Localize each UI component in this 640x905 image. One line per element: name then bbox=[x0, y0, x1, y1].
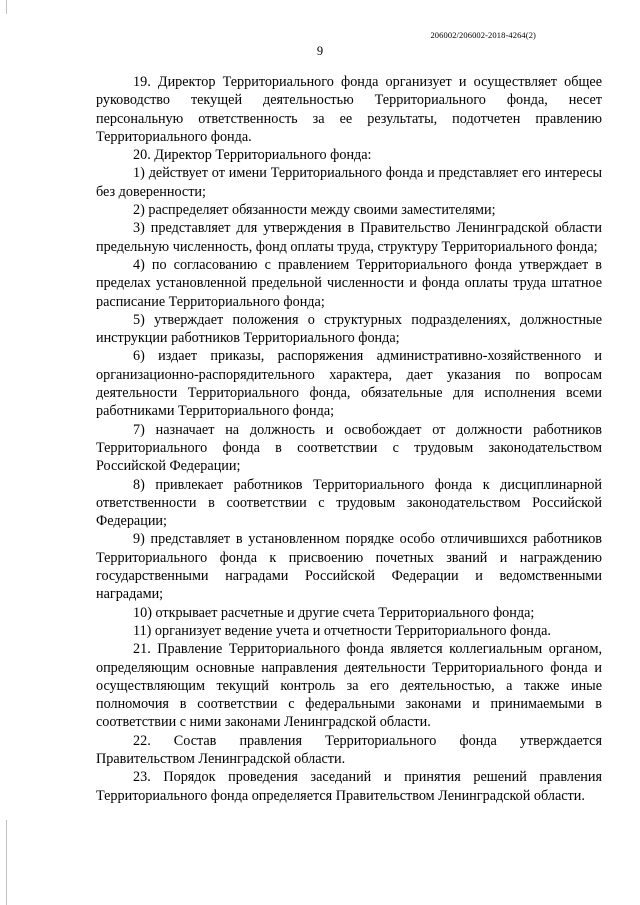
scan-edge-mark bbox=[6, 0, 7, 14]
list-item-1: 1) действует от имени Территориального фонда и представляет его интересы без доверенности; bbox=[96, 165, 602, 200]
list-item-2: 2) распределяет обязанности между своими заместителями; bbox=[133, 202, 496, 219]
paragraph-23: 23. Порядок проведения заседаний и принятия решений правления Территориального фонда определяется Правительством Ленинградской области. bbox=[96, 769, 602, 804]
paragraph-20: 20. Директор Территориального фонда: bbox=[133, 147, 372, 164]
list-item-7: 7) назначает на должность и освобождает от должности работников Территориального фонда в соответствии с трудовым законодательством Российской Федерации; bbox=[96, 421, 602, 475]
list-item-11: 11) организует ведение учета и отчетности Территориального фонда. bbox=[133, 622, 551, 639]
list-item-4: 4) по согласованию с правлением Территориального фонда утверждает в пределах установленной предельной численности и фонда оплаты труда штатное расписание Территориального фонда; bbox=[96, 256, 602, 310]
document-code: 206002/206002-2018-4264(2) bbox=[430, 30, 536, 40]
scan-edge-mark bbox=[6, 820, 7, 905]
list-item-9: 9) представляет в установленном порядке особо отличившихся работников Территориального фонда к присвоению почетных званий и награждению государственными наградами Российской Федерации и ведомственными наградами; bbox=[96, 531, 602, 603]
list-item-6: 6) издает приказы, распоряжения административно-хозяйственного и организационно-распорядительного характера, дает указания по вопросам деятельности Территориального фонда, обязательные для исполнения всеми работниками Территориального фонда; bbox=[96, 348, 602, 420]
paragraph-21: 21. Правление Территориального фонда является коллегиальным органом, определяющим основные направления деятельности Территориального фонда и осуществляющим текущий контроль за его деятельностью, а также иные полномочия в соответствии с федеральными законами и принимаемыми в соответствии с ними законами Ленинградской области. bbox=[96, 641, 602, 731]
page-number: 9 bbox=[316, 44, 324, 58]
list-item-10: 10) открывает расчетные и другие счета Территориального фонда; bbox=[133, 604, 535, 621]
document-body bbox=[96, 73, 602, 805]
list-item-3: 3) представляет для утверждения в Правительство Ленинградской области предельную численность, фонд оплаты труда, структуру Территориального фонда; bbox=[96, 220, 602, 255]
list-item-5: 5) утверждает положения о структурных подразделениях, должностные инструкции работников Территориального фонда; bbox=[96, 311, 602, 347]
list-item-8: 8) привлекает работников Территориального фонда к дисциплинарной ответственности в соответствии с трудовым законодательством Российской Федерации; bbox=[96, 476, 602, 530]
paragraph-22: 22. Состав правления Территориального фонда утверждается Правительством Ленинградской области. bbox=[96, 732, 602, 767]
paragraph-19: 19. Директор Территориального фонда организует и осуществляет общее руководство текущей деятельностью Территориального фонда, несет персональную ответственность за ее результаты, подотчетен правлению Территориального фонда. bbox=[96, 74, 602, 145]
